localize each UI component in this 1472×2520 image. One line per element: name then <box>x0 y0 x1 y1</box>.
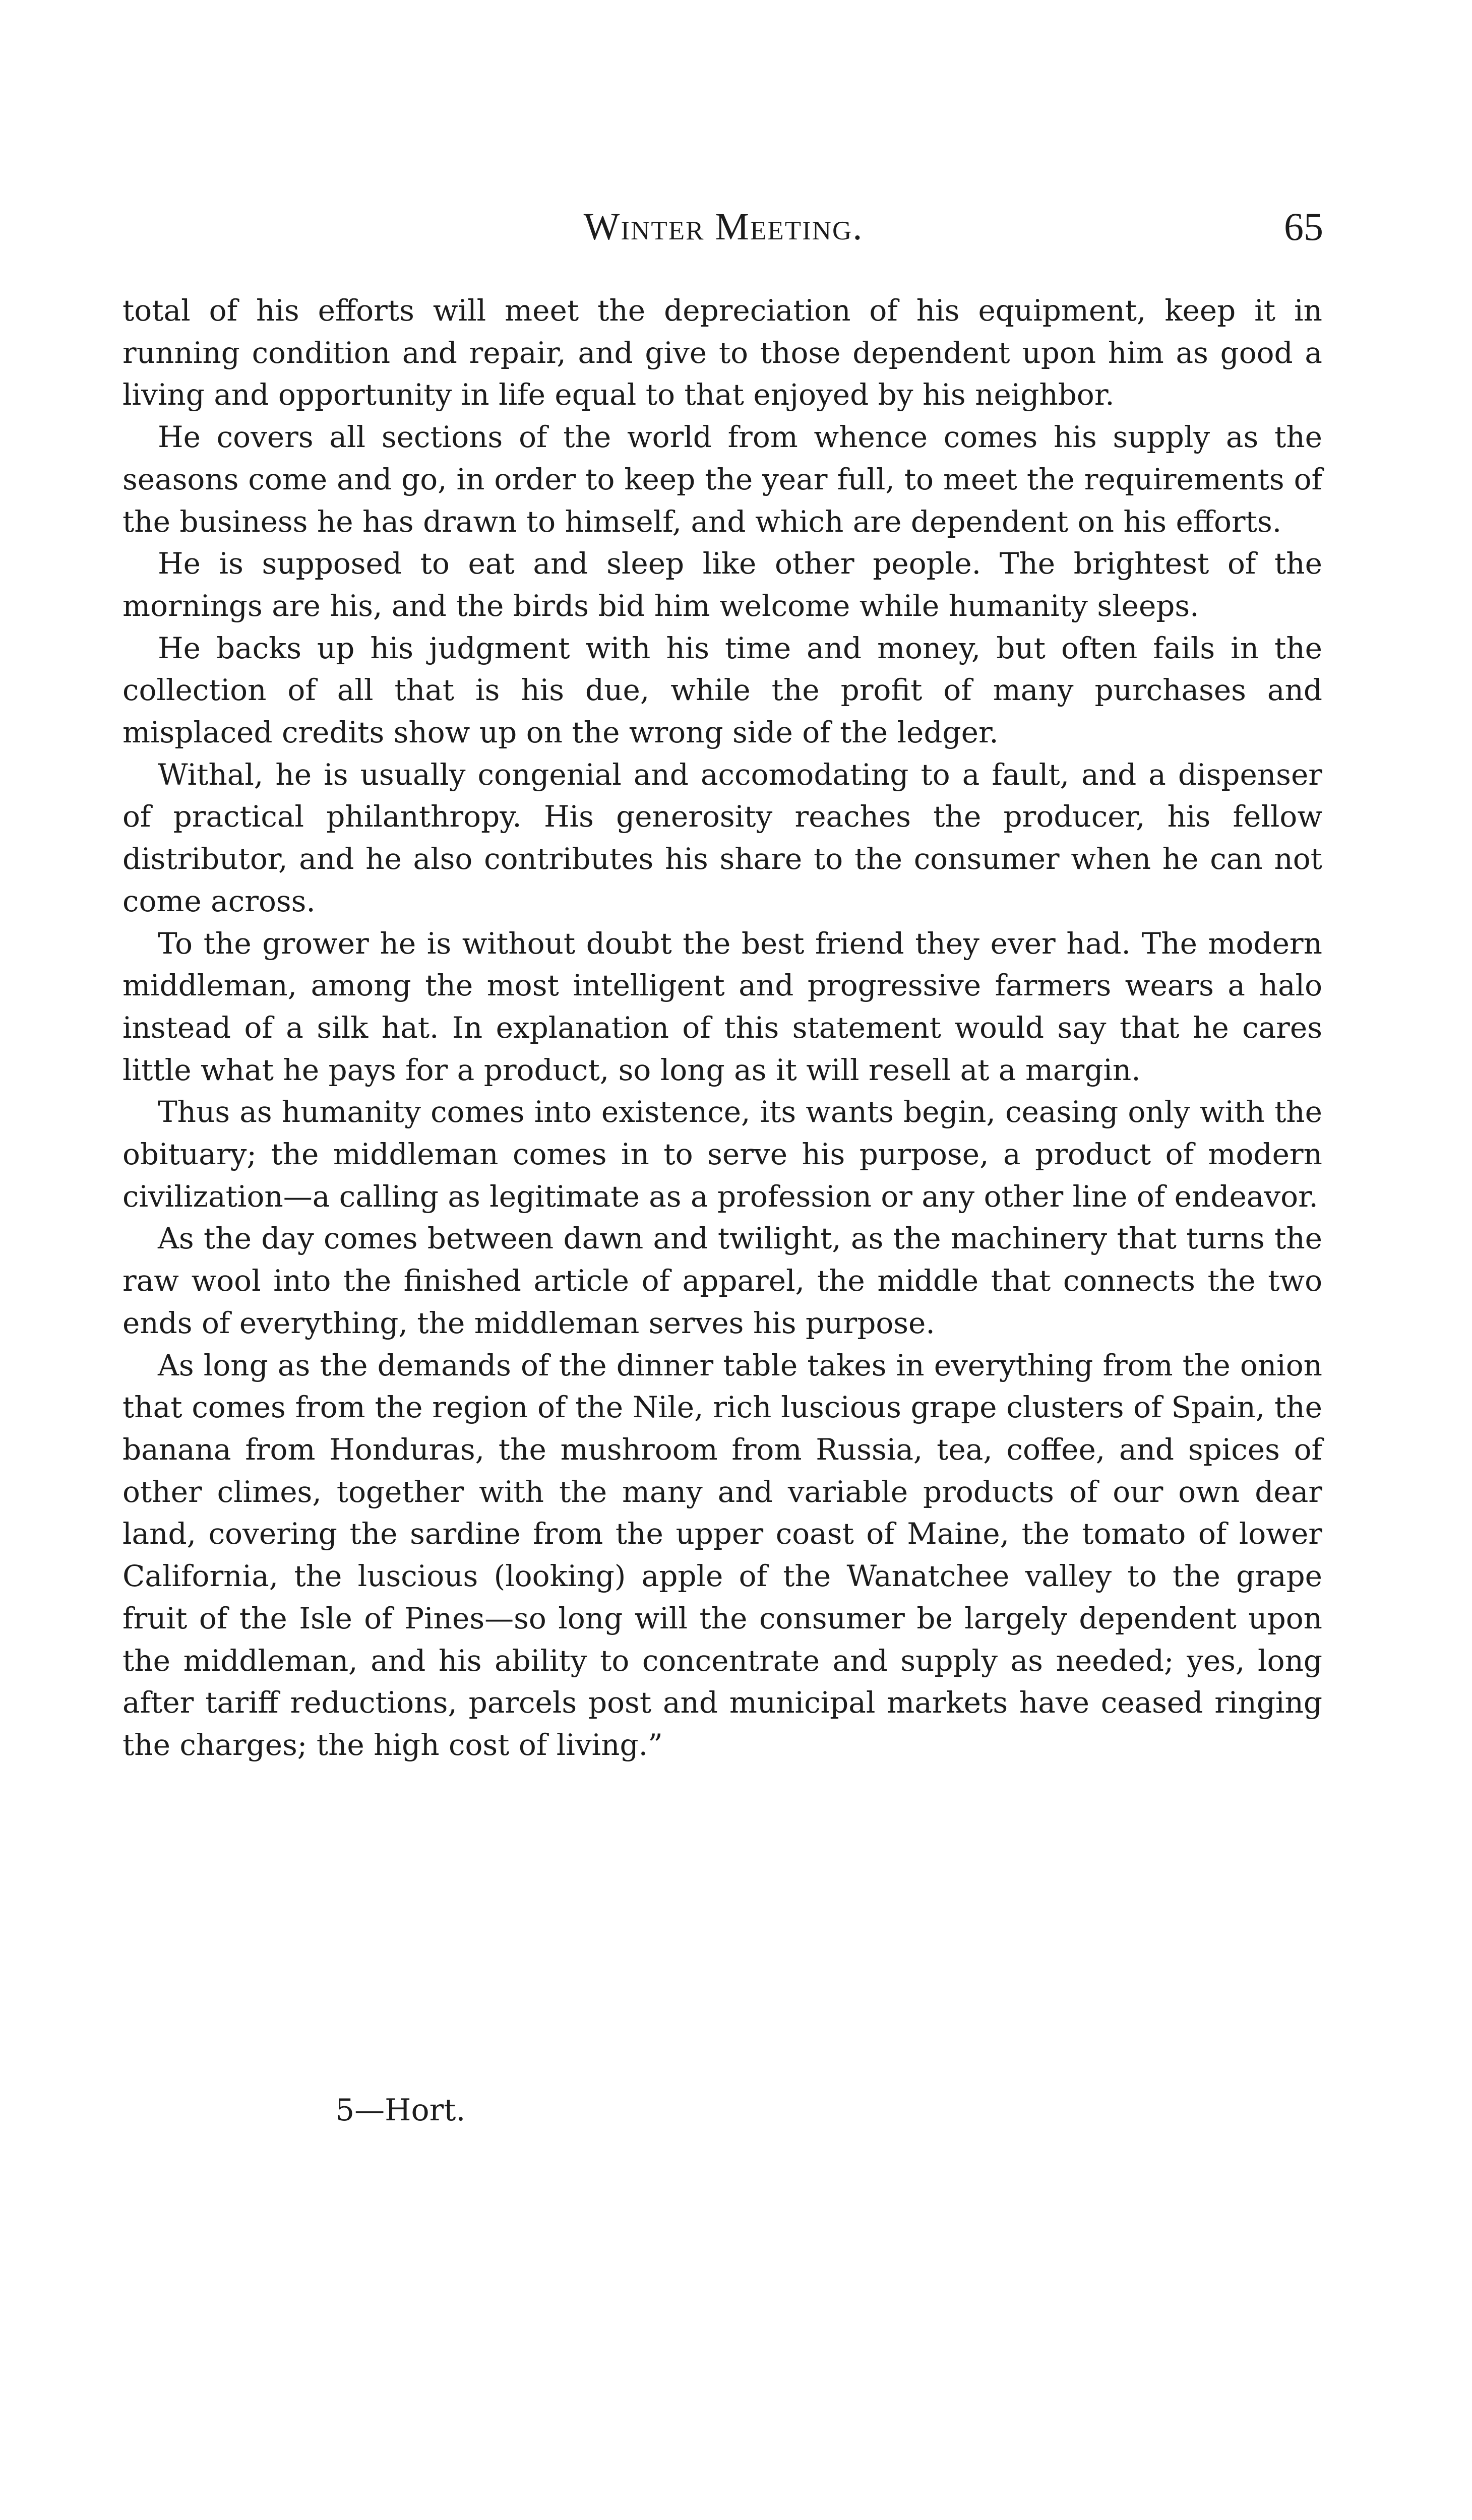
paragraph-grower: To the grower he is without doubt the best friend they ever had. The modern middleman, among the most intelligent and progressive farmers wears a halo instead of a silk hat. In explanation of this statement would say that he cares little what he pays for a product, so long as it will resell at a margin. <box>122 926 1322 1087</box>
running-head <box>124 199 1323 255</box>
paragraph-judgment: He backs up his judgment with his time and money, but often fails in the collection of all that is his due, while the profit of many purchases and misplaced credits show up on the wrong side of the ledger. <box>122 631 1322 750</box>
paragraph-dinner-table: As long as the demands of the dinner table takes in everything from the onion that comes from the region of the Nile, rich luscious grape clusters of Spain, the banana from Honduras, the mushroom from Russia, tea, coffee, and spices of other climes, together with the many and variable products of our own dear land, covering the sardine from the upper coast of Maine, the tomato of lower California, the luscious (looking) apple of the Wanatchee valley to the grape fruit of the Isle of Pines—so long will the consumer be largely dependent upon the middleman, and his ability to concentrate and supply as needed; yes, long after tariff reductions, parcels post and municipal markets have ceased ringing the charges; the high cost of living.” <box>122 1348 1322 1762</box>
paragraph-philanthropy: Withal, he is usually congenial and accomodating to a fault, and a dispenser of practical philanthropy. His generosity reaches the producer, his fellow distributor, and he also contributes his share to the consumer when he can not come across. <box>122 757 1322 918</box>
paragraph-dawn: As the day comes between dawn and twilight, as the machinery that turns the raw wool into the finished article of apparel, the middle that connects the two ends of everything, the middleman serves his purpose. <box>122 1221 1322 1340</box>
page-number: 65 <box>1284 205 1323 248</box>
paragraph-mornings: He is supposed to eat and sleep like other people. The brightest of the mornings are his, and the birds bid him welcome while humanity sleeps. <box>122 546 1322 623</box>
body-text <box>122 290 1322 1767</box>
paragraph-continuation: total of his efforts will meet the depreciation of his equipment, keep it in running condition and repair, and give to those dependent upon him as good a living and opportunity in life equal to that enjoyed by his neighbor. <box>122 293 1322 412</box>
paragraph-humanity: Thus as humanity comes into existence, its wants begin, ceasing only with the obituary; the middleman comes in to serve his purpose, a product of modern civilization—a calling as legitimate as a profession or any other line of endeavor. <box>122 1095 1322 1214</box>
paragraph-supply: He covers all sections of the world from whence comes his supply as the seasons come and go, in order to keep the year full, to meet the requirements of the business he has drawn to himself, and which are dependent on his efforts. <box>122 420 1322 539</box>
signature-mark: 5—Hort. <box>335 2093 466 2128</box>
running-title: Winter Meeting. <box>583 206 864 248</box>
